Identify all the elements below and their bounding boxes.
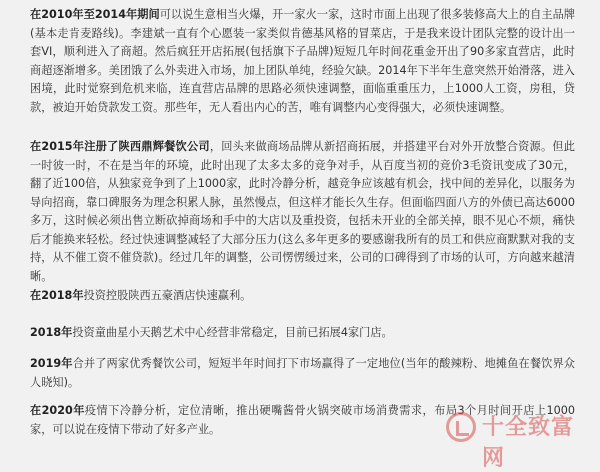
paragraph-2019 — [30, 355, 575, 392]
paragraph-text: 疫情下冷静分析，定位清晰，推出硬嘴酱骨火锅突破市场消费需求，布局3个月时间开店上1000家，可以说在疫情下带动了好多产业。 — [30, 404, 576, 436]
watermark-logo-icon — [446, 412, 476, 442]
paragraph-lead: 在2018年 — [30, 289, 84, 302]
paragraph-lead: 2018年 — [30, 326, 73, 339]
paragraph-text: 可以说生意相当火爆，开一家火一家，这时市面上出现了很多装修高大上的自主品牌(基本走肯麦路线)。李建斌一直有个心愿装一家类似肯德基风格的冒菜店，于是我来设计团队完整的设计出一套VI，顺利进入了商超。然后疯狂开店拓展(包括旗下子品牌)短短几年时间花重金开出了90多家直营店，此时商超逐渐增多。美团饿了么外卖进入市场，加上团队单纯，经验欠缺。2014年下半年生意突然开始滑落，进入困境，此时觉察到危机来临，连直营店品牌的思路必须快速调整，面临重重压力，上1000人工资，房租，贷款，被迫开始贷款发工资。那些年，无人看出内心的苦，唯有调整内心变得强大，必须快速调整。 — [30, 8, 575, 114]
paragraph-text: ，回头来做商场品牌从新招商拓展，并搭建平台对外开放整合资源。但此一时彼一时，不在是当年的环境，此时出现了太多太多的竞争对手，从百度当初的竞价3毛资讯变成了30元，翻了近100倍，从独家竞争到了上1000家，此时冷静分析，越竞争应该越有机会，找中间的差异化，以服务为导向招商，靠口碑服务为理念积累人脉，虽然慢点，但这样才能长久生存。但面临四面八方的外债已高达6000多万，这时候必须出售立断砍掉商场和手中的大店以及重投资，包括未开业的全部关掉，眼不见心不烦，痛快后才能换来轻松。经过快速调整减轻了大部分压力(这么多年更多的要感谢我所有的员工和供应商默默对我的支持，从不催工资不催贷款)。经过几年的调整，公司愣愣缓过来，公司的口碑得到了市场的认可，方向越来越清晰。 — [30, 140, 575, 283]
paragraph-text: 合并了两家优秀餐饮公司，短短半年时间打下市场赢得了一定地位(当年的酸辣粉、地摊鱼在餐饮界众人晓知)。 — [30, 357, 575, 389]
paragraph-2018-art — [30, 324, 575, 343]
watermark-text: 十全致富网 — [482, 415, 575, 471]
paragraph-lead: 在2010年至2014年期间 — [30, 8, 160, 21]
paragraph-2018-hotel — [30, 287, 575, 306]
paragraph-lead: 在2015年注册了陕西鼎辉餐饮公司 — [30, 140, 210, 153]
paragraph-text: 投资童曲星小天鹅艺术中心经营非常稳定，目前已拓展4家门店。 — [72, 326, 393, 339]
site-watermark — [442, 408, 592, 471]
paragraph-2010-2014 — [30, 6, 575, 117]
paragraph-lead: 在2020年 — [30, 404, 85, 417]
paragraph-2015 — [30, 138, 575, 286]
paragraph-lead: 2019年 — [30, 357, 73, 370]
paragraph-text: 投资控股陕西五豪酒店快速赢利。 — [83, 289, 252, 302]
